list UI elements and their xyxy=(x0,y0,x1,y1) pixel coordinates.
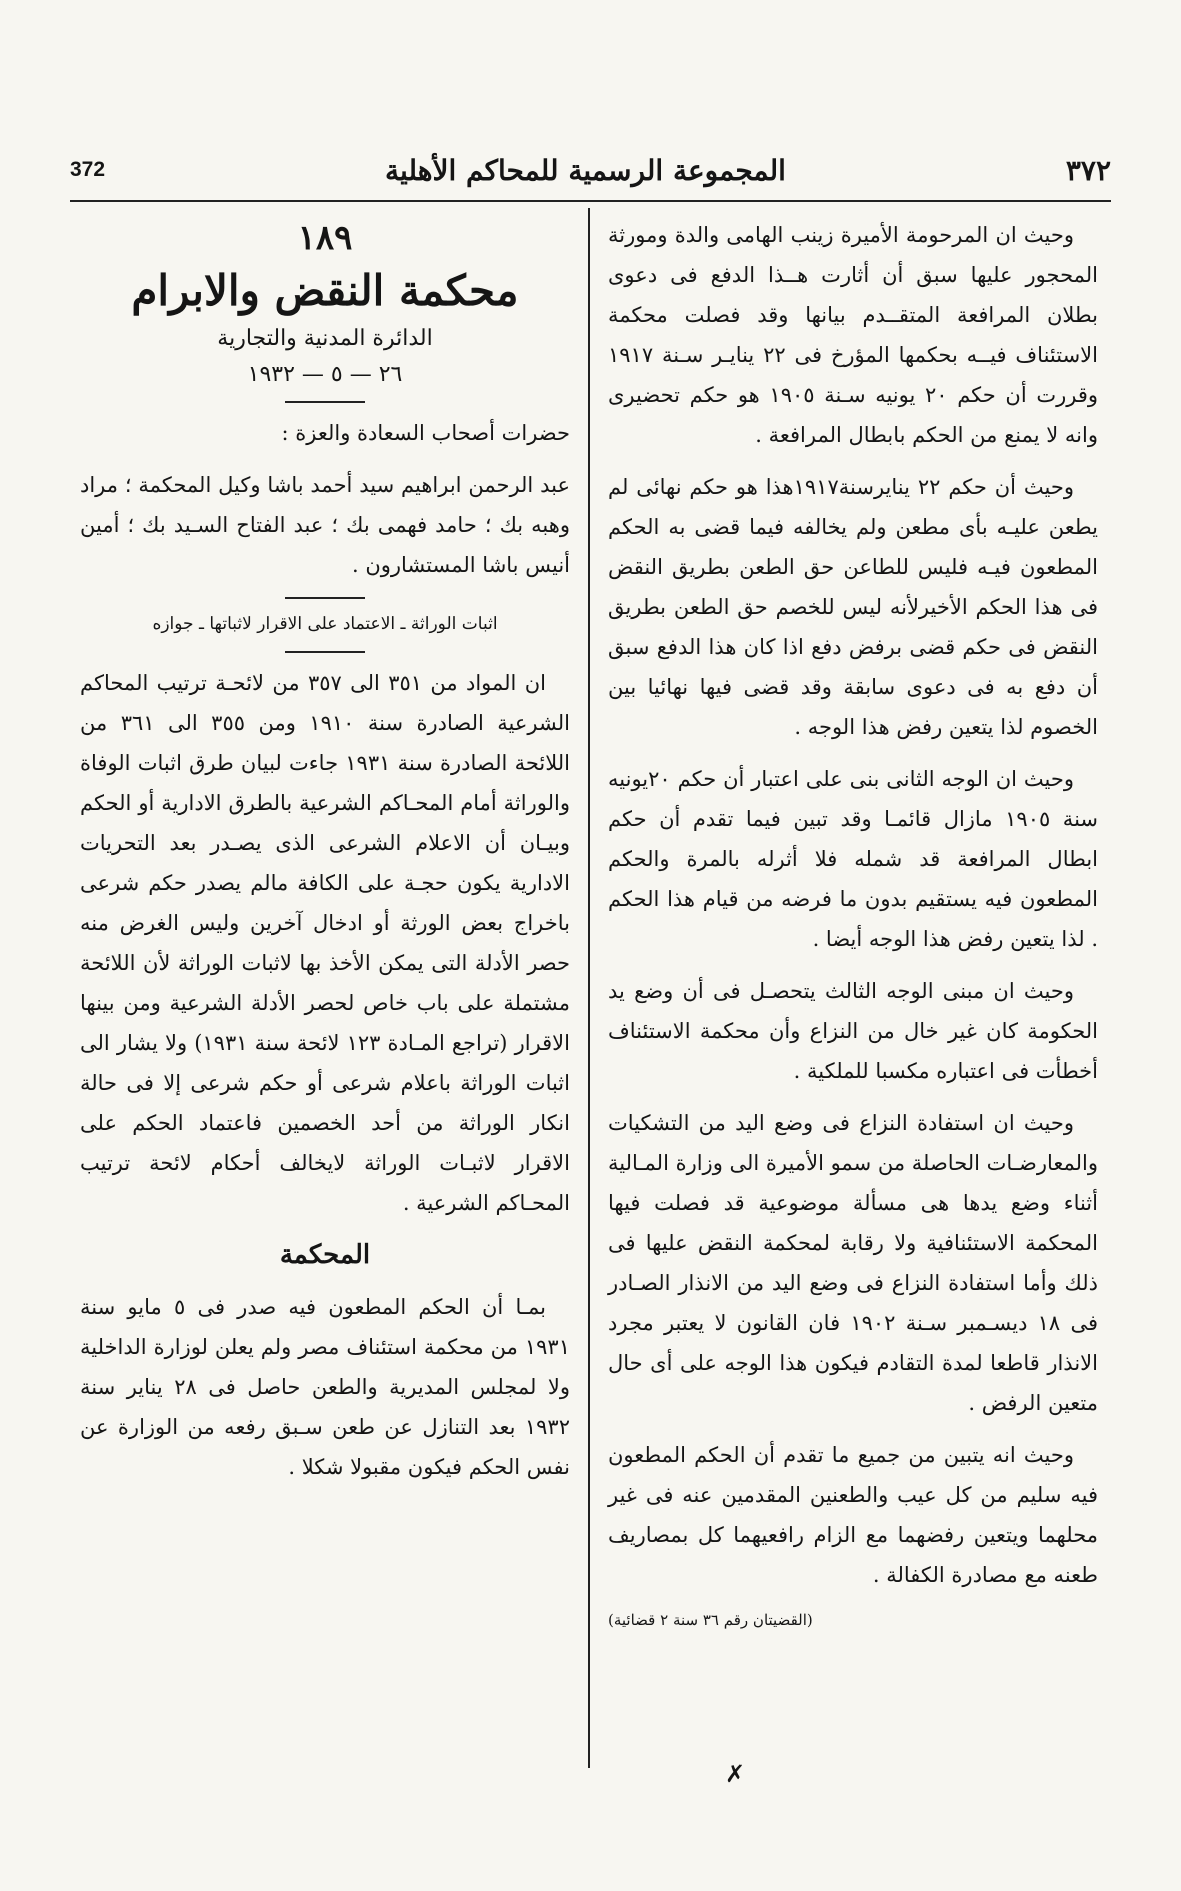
divider xyxy=(285,651,365,653)
judges-block xyxy=(80,413,570,585)
left-column xyxy=(80,215,570,1499)
section-title: المحكمة xyxy=(279,1240,371,1270)
legal-principle: ان المواد من ٣٥١ الى ٣٥٧ من لائحـة ترتيب المحاكم الشرعية الصادرة سنة ١٩١٠ ومن ٣٥٥ الى ٣٦١ من اللائحة الصادرة سنة ١٩٣١ جاءت لبيان طرق اثبات الوفاة والوراثة أمام المحـاكم الشرعية بالطرق الادارية أو الحكم وبيـان أن الاعلام الشرعى الذى يصـدر بعد التحريات الادارية يكون حجـة على الكافة مالم يصدر حكم شرعى باخراج بعض الورثة أو ادخال آخرين وليس الغرض منه حصر الأدلة التى يمكن الأخذ بها لاثبات الوراثة لأن اللائحة مشتملة على باب خاص لحصر الأدلة الشرعية ومن بينها الاقرار (تراجع المـادة ١٢٣ لائحة سنة ١٩٣١) ولا يشار الى اثبات الوراثة باعلام شرعى أو حكم شرعى إلا فى حالة انكار الوراثة من أحد الخصمين فاعتماد الحكم على الاقرار لاثبـات الوراثة لايخالف أحكام لائحة ترتيب المحـاكم الشرعية . xyxy=(80,671,570,1215)
judges-list: عبد الرحمن ابراهيم سيد أحمد باشا وكيل المحكمة ؛ مراد وهبه بك ؛ حامد فهمى بك ؛ عبد الفتاح السـيد بك ؛ أمين أنيس باشا المستشارون . xyxy=(80,473,570,577)
keywords: اثبات الوراثة ـ الاعتماد على الاقرار لاثباتها ـ جوازه xyxy=(152,614,498,634)
paragraph: وحيث ان استفادة النزاع فى وضع اليد من التشكيات والمعارضـات الحاصلة من سمو الأميرة الى وزارة المـالية أثناء وضع يدها هى مسألة موضوعية قد فصلت فيها المحكمة الاستئنافية ولا رقابة لمحكمة النقض عليها فى ذلك وأما استفادة النزاع فى وضع اليد من الانذار الصـادر فى ١٨ ديسـمبر سـنة ١٩٠٢ فان القانون لا يعتبر مجرد الانذار قاطعا لمدة التقادم فيكون هذا الوجه على أى حال متعين الرفض . xyxy=(607,1111,1098,1415)
divider xyxy=(285,401,365,403)
page-number-latin: 372 xyxy=(70,158,106,181)
paragraph: وحيث ان مبنى الوجه الثالث يتحصـل فى أن وضع يد الحكومة كان غير خال من النزاع وأن محكمة الاستئناف أخطأت فى اعتباره مكسبا للملكية . xyxy=(608,979,1098,1083)
judgment-date: ٢٦ — ٥ — ١٩٣٢ xyxy=(247,362,403,387)
paragraph: وحيث ان الوجه الثانى بنى على اعتبار أن حكم ٢٠يونيه سنة ١٩٠٥ مازال قائمـا وقد تبين فيما تقدم أن حكم ابطال المرافعة قد شمله فلا أثرله بالمرة والحكم المطعون فيه يستقيم بدون ما فرضه من قيام هذا الحكم . لذا يتعين رفض هذا الوجه أيضا . xyxy=(608,767,1099,951)
case-reference-footnote: (القضيتان رقم ٣٦ سنة ٢ قضائية) xyxy=(608,1611,813,1629)
page-number-arabic: ٣٧٢ xyxy=(1065,153,1111,187)
court-text: بمـا أن الحكم المطعون فيه صدر فى ٥ مايو سنة ١٩٣١ من محكمة استئناف مصر ولم يعلن لوزارة الداخلية ولا لمجلس المديرية والطعن حاصل فى ٢٨ يناير سنة ١٩٣٢ بعد التنازل عن طعن سـبق رفعه من الوزارة عن نفس الحكم فيكون مقبولا شكلا . xyxy=(80,1295,570,1479)
division-name: الدائرة المدنية والتجارية xyxy=(217,326,433,351)
paragraph: وحيث ان المرحومة الأميرة زينب الهامى والدة ومورثة المحجور عليها سبق أن أثارت هــذا الدفع فى دعوى بطلان المرافعة المتقــدم بيانها وقد فصلت محكمة الاستئناف فيــه بحكمها المؤرخ فى ٢٢ ينايـر سـنة ١٩١٧ وقررت أن حكم ٢٠ يونيه سـنة ١٩٠٥ هو حكم تحضيرى وانه لا يمنع من الحكم بابطال المرافعة . xyxy=(608,223,1098,447)
right-column xyxy=(608,215,1098,1645)
case-number: ١٨٩ xyxy=(297,218,353,258)
paragraph: وحيث أن حكم ٢٢ ينايرسنة١٩١٧هذا هو حكم نهائى لم يطعن عليـه بأى مطعن ولم يخالفه فيما قضى به الحكم المطعون فيـه فليس للطاعن حق الطعن بطريق النقض فى هذا الحكم الأخيرلأنه ليس للخصم حق الطعن بطريق النقض فى حكم قضى برفض دفع اذا كان هذا الدفع سبق أن دفع به فى دعوى سابقة وقد قضى فيها نهائيا بين الخصوم لذا يتعين رفض هذا الوجه . xyxy=(608,475,1098,739)
case-heading xyxy=(80,215,570,393)
running-title: المجموعة الرسمية للمحاكم الأهلية xyxy=(385,153,786,187)
header-rule xyxy=(70,200,1111,202)
paragraph: وحيث انه يتبين من جميع ما تقدم أن الحكم المطعون فيه سليم من كل عيب والطعنين المقدمين عنه فى غير محلهما ويتعين رفضهما مع الزام رافعيهما كل بمصاريف طعنه مع مصادرة الكفالة . xyxy=(608,1443,1098,1587)
divider xyxy=(285,597,365,599)
column-divider xyxy=(588,208,590,1768)
handwritten-mark: ✗ xyxy=(725,1760,746,1788)
court-name: محكمة النقض والابرام xyxy=(131,266,519,315)
page-header xyxy=(70,150,1111,190)
judges-intro: حضرات أصحاب السعادة والعزة : xyxy=(281,421,570,445)
